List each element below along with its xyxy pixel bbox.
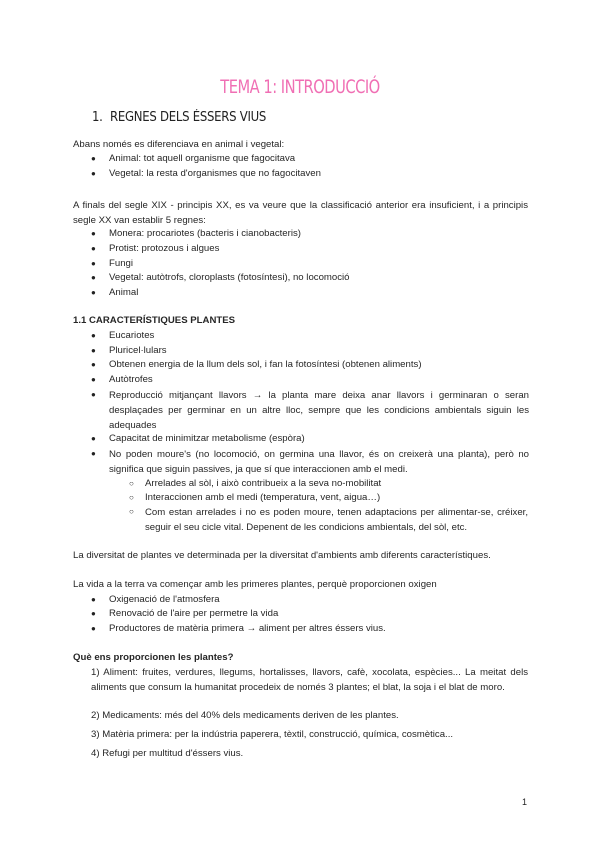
bullet-icon: ● xyxy=(91,609,96,618)
list-item: Protist: protozous i algues xyxy=(109,243,220,254)
bullet-icon: ● xyxy=(91,259,96,268)
list-item: Eucariotes xyxy=(109,330,155,341)
bullet-icon: ● xyxy=(91,375,96,384)
list-item: Pluricel·lulars xyxy=(109,345,167,356)
list-item: Autòtrofes xyxy=(109,374,153,385)
section-heading-regnes xyxy=(92,110,266,125)
section-heading-text: REGNES DELS ÉSSERS VIUS xyxy=(110,110,267,125)
circle-bullet-icon: ○ xyxy=(129,507,134,516)
bullet-icon: ● xyxy=(91,331,96,340)
list-item: Fungi xyxy=(109,258,133,269)
list-item: No poden moure's (no locomoció, on germina una llavor, és on creixerà una planta), però no significa que siguin passives, ja que sí que interaccionen amb el medi. xyxy=(109,449,529,475)
bullet-icon: ● xyxy=(91,360,96,369)
bullet-icon: ● xyxy=(91,169,96,178)
bullet-icon: ● xyxy=(91,288,96,297)
bullet-icon: ● xyxy=(91,273,96,282)
list-item: Capacitat de minimitzar metabolisme (espòra) xyxy=(109,433,305,444)
bullet-icon: ● xyxy=(91,346,96,355)
list-item: Oxigenació de l'atmosfera xyxy=(109,594,220,605)
list-item: Renovació de l'aire per permetre la vida xyxy=(109,608,279,619)
list-item: Obtenen energia de la llum dels sol, i fan la fotosíntesi (obtenen aliments) xyxy=(109,359,422,370)
numbered-item: 3) Matèria primera: per la indústria paperera, tèxtil, construcció, química, cosmètica... xyxy=(91,729,454,740)
list-item: Animal xyxy=(109,287,139,298)
bullet-icon: ● xyxy=(91,244,96,253)
section-number: 1. xyxy=(92,110,103,125)
sub-list-item: Arrelades al sòl, i això contribueix a la seva no-mobilitat xyxy=(145,478,382,489)
subsection-heading: 1.1 CARACTERÍSTIQUES PLANTES xyxy=(73,315,236,326)
list-item: Reproducció mitjançant llavors → la planta mare deixa anar llavors i germinaran o seran desplaçades per germinar en un altre lloc, sempre que les condicions ambientals siguin les adequades xyxy=(109,390,529,431)
vida-paragraph: La vida a la terra va començar amb les primeres plantes, perquè proporcionen oxigen xyxy=(73,579,437,590)
circle-bullet-icon: ○ xyxy=(129,493,134,502)
page-title: TEMA 1: INTRODUCCIÓ xyxy=(220,76,380,98)
page-number: 1 xyxy=(522,797,528,807)
sub-list-item: Com estan arrelades i no es poden moure, tenen adaptacions per alimentar-se, créixer, seguir el seu cicle vital. Depenent de les condicions ambientals, del sòl, etc. xyxy=(145,507,528,533)
sub-list-item: Interaccionen amb el medi (temperatura, vent, aigua…) xyxy=(145,492,381,503)
bullet-icon: ● xyxy=(91,449,96,458)
bullet-icon: ● xyxy=(91,624,96,633)
list-item: Productores de matèria primera → aliment per altres éssers vius. xyxy=(109,623,386,634)
bullet-icon: ● xyxy=(91,434,96,443)
list-item: Animal: tot aquell organisme que fagocitava xyxy=(109,153,296,164)
bullet-icon: ● xyxy=(91,595,96,604)
bullet-icon: ● xyxy=(91,229,96,238)
diversitat-paragraph: La diversitat de plantes ve determinada per la diversitat d'ambients amb diferents característiques. xyxy=(73,550,491,561)
list-item: Vegetal: autòtrofs, cloroplasts (fotosíntesi), no locomoció xyxy=(109,272,350,283)
numbered-item: 4) Refugi per multitud d'éssers vius. xyxy=(91,748,244,759)
numbered-item: 1) Aliment: fruites, verdures, llegums, hortalisses, llavors, cafè, xocolata, espècies... La meitat dels aliments que consum la humanitat procedeix de només 3 plantes; el blat, la soja i el blat de moro. xyxy=(91,667,528,693)
numbered-item: 2) Medicaments: més del 40% dels medicaments deriven de les plantes. xyxy=(91,710,399,721)
circle-bullet-icon: ○ xyxy=(129,479,134,488)
bullet-icon: ● xyxy=(91,154,96,163)
bullet-icon: ● xyxy=(91,390,96,399)
list-item: Monera: procariotes (bacteris i cianobacteris) xyxy=(109,228,301,239)
intro-paragraph: Abans només es diferenciava en animal i vegetal: xyxy=(73,139,285,150)
classification-paragraph: A finals del segle XIX - principis XX, es va veure que la classificació anterior era insuficient, i a principis segle XX van establir 5 regnes: xyxy=(73,200,528,226)
list-item: Vegetal: la resta d'organismes que no fagocitaven xyxy=(109,168,321,179)
proporcionen-heading: Què ens proporcionen les plantes? xyxy=(73,652,234,663)
